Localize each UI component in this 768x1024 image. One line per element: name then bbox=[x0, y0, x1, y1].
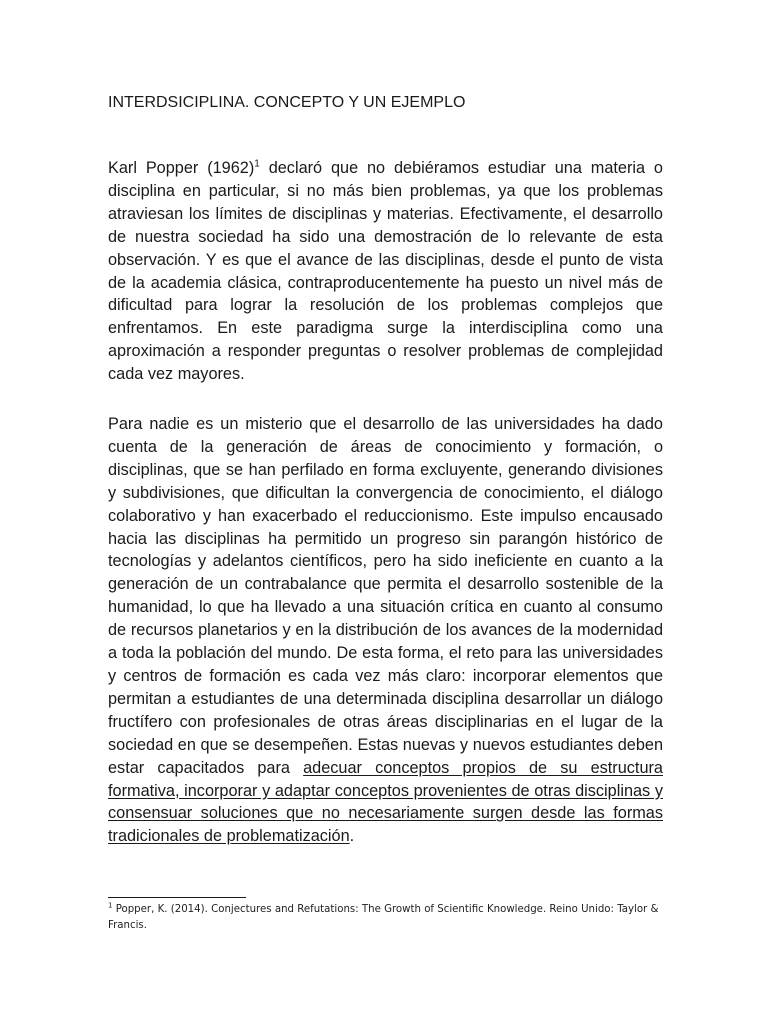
paragraph-2 bbox=[108, 413, 663, 848]
footnote-text: Popper, K. (2014). Conjectures and Refutations: The Growth of Scientific Knowledge. Reino Unido: Taylor & Francis. bbox=[108, 904, 659, 931]
paragraph-1-text: declaró que no debiéramos estudiar una materia o disciplina en particular, si no más bien problemas, ya que los problemas atraviesan los límites de disciplinas y materias. Efectivamente, el desarrollo de nuestra sociedad ha sido una demostración de lo relevante de esta observación. Y es que el avance de las disciplinas, desde el punto de vista de la academia clásica, contraproducentemente ha puesto un nivel más de dificultad para lograr la resolución de los problemas complejos que enfrentamos. En este paradigma surge la interdisciplina como una aproximación a responder preguntas o resolver problemas de complejidad cada vez mayores. bbox=[108, 159, 663, 384]
paragraph-1 bbox=[108, 157, 663, 386]
paragraph-2-underlined-text: adecuar conceptos propios de su estructura formativa, incorporar y adaptar conceptos provenientes de otras disciplinas y consensuar soluciones que no necesariamente surgen desde las formas tradicionales de problematización bbox=[108, 758, 663, 846]
document-title: INTERDSICIPLINA. CONCEPTO Y UN EJEMPLO bbox=[108, 94, 466, 111]
paragraph-2-text: Para nadie es un misterio que el desarrollo de las universidades ha dado cuenta de la generación de áreas de conocimiento y formación, o disciplinas, que se han perfilado en forma excluyente, generando divisiones y subdivisiones, que dificultan la convergencia de conocimiento, el diálogo colaborativo y han exacerbado el reduccionismo. Este impulso encausado hacia las disciplinas ha permitido un progreso sin parangón histórico de tecnologías y adelantos científicos, pero ha sido ineficiente en cuanto a la generación de un contrabalance que permita el desarrollo sostenible de la humanidad, lo que ha llevado a una situación crítica en cuanto al consumo de recursos planetarios y en la distribución de los avances de la modernidad a toda la población del mundo. De esta forma, el reto para las universidades y centros de formación es cada vez más claro: incorporar elementos que permitan a estudiantes de una determinada disciplina desarrollar un diálogo fructífero con profesionales de otras áreas disciplinarias en el lugar de la sociedad en que se desempeñen. Estas nuevas y nuevos estudiantes deben estar capacitados para bbox=[108, 415, 663, 777]
paragraph-1-lead: Karl Popper (1962) bbox=[108, 159, 255, 177]
footnote-reference: 1 bbox=[254, 158, 260, 170]
footnote-number: 1 bbox=[108, 901, 113, 910]
footnote-separator bbox=[108, 897, 246, 898]
footnote bbox=[108, 902, 663, 934]
paragraph-2-end: . bbox=[349, 827, 355, 846]
